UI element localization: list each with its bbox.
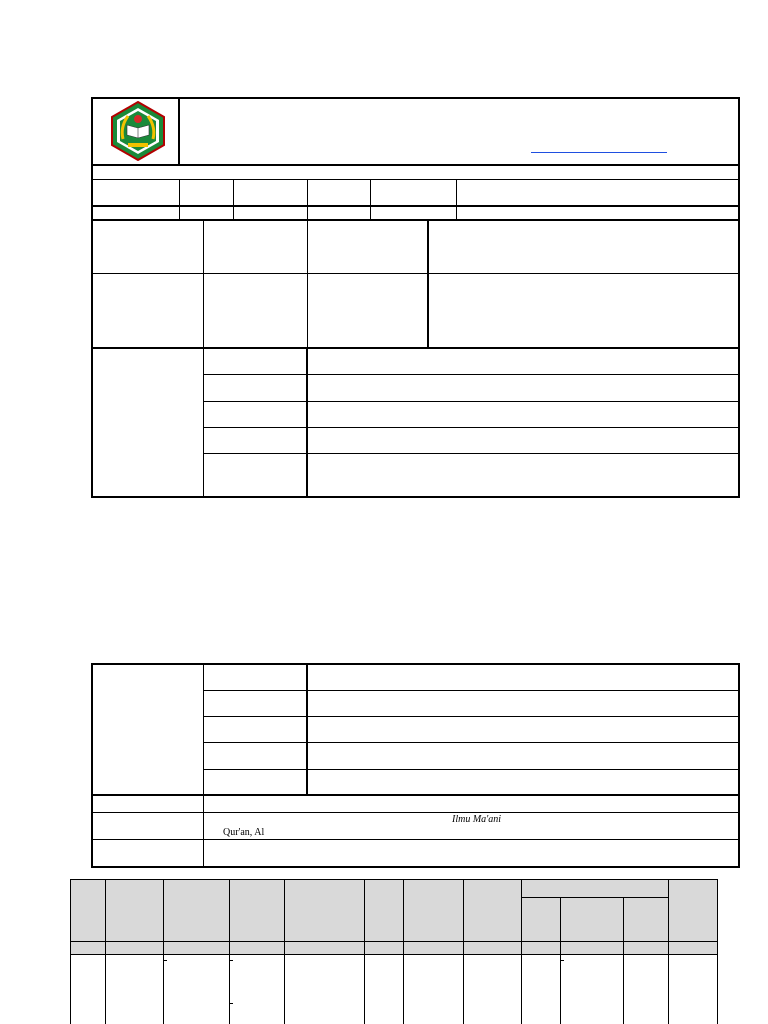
lower-form-frame <box>91 663 740 868</box>
upper-form-frame <box>91 97 740 498</box>
header-link-underline[interactable] <box>531 152 667 153</box>
ministry-emblem-logo <box>108 101 168 161</box>
text-fragment: Qur'an, Al <box>223 827 265 838</box>
italic-term: Ilmu Ma'ani <box>452 814 502 825</box>
logo-cell-divider <box>178 97 180 164</box>
bottom-table-header <box>70 880 718 954</box>
